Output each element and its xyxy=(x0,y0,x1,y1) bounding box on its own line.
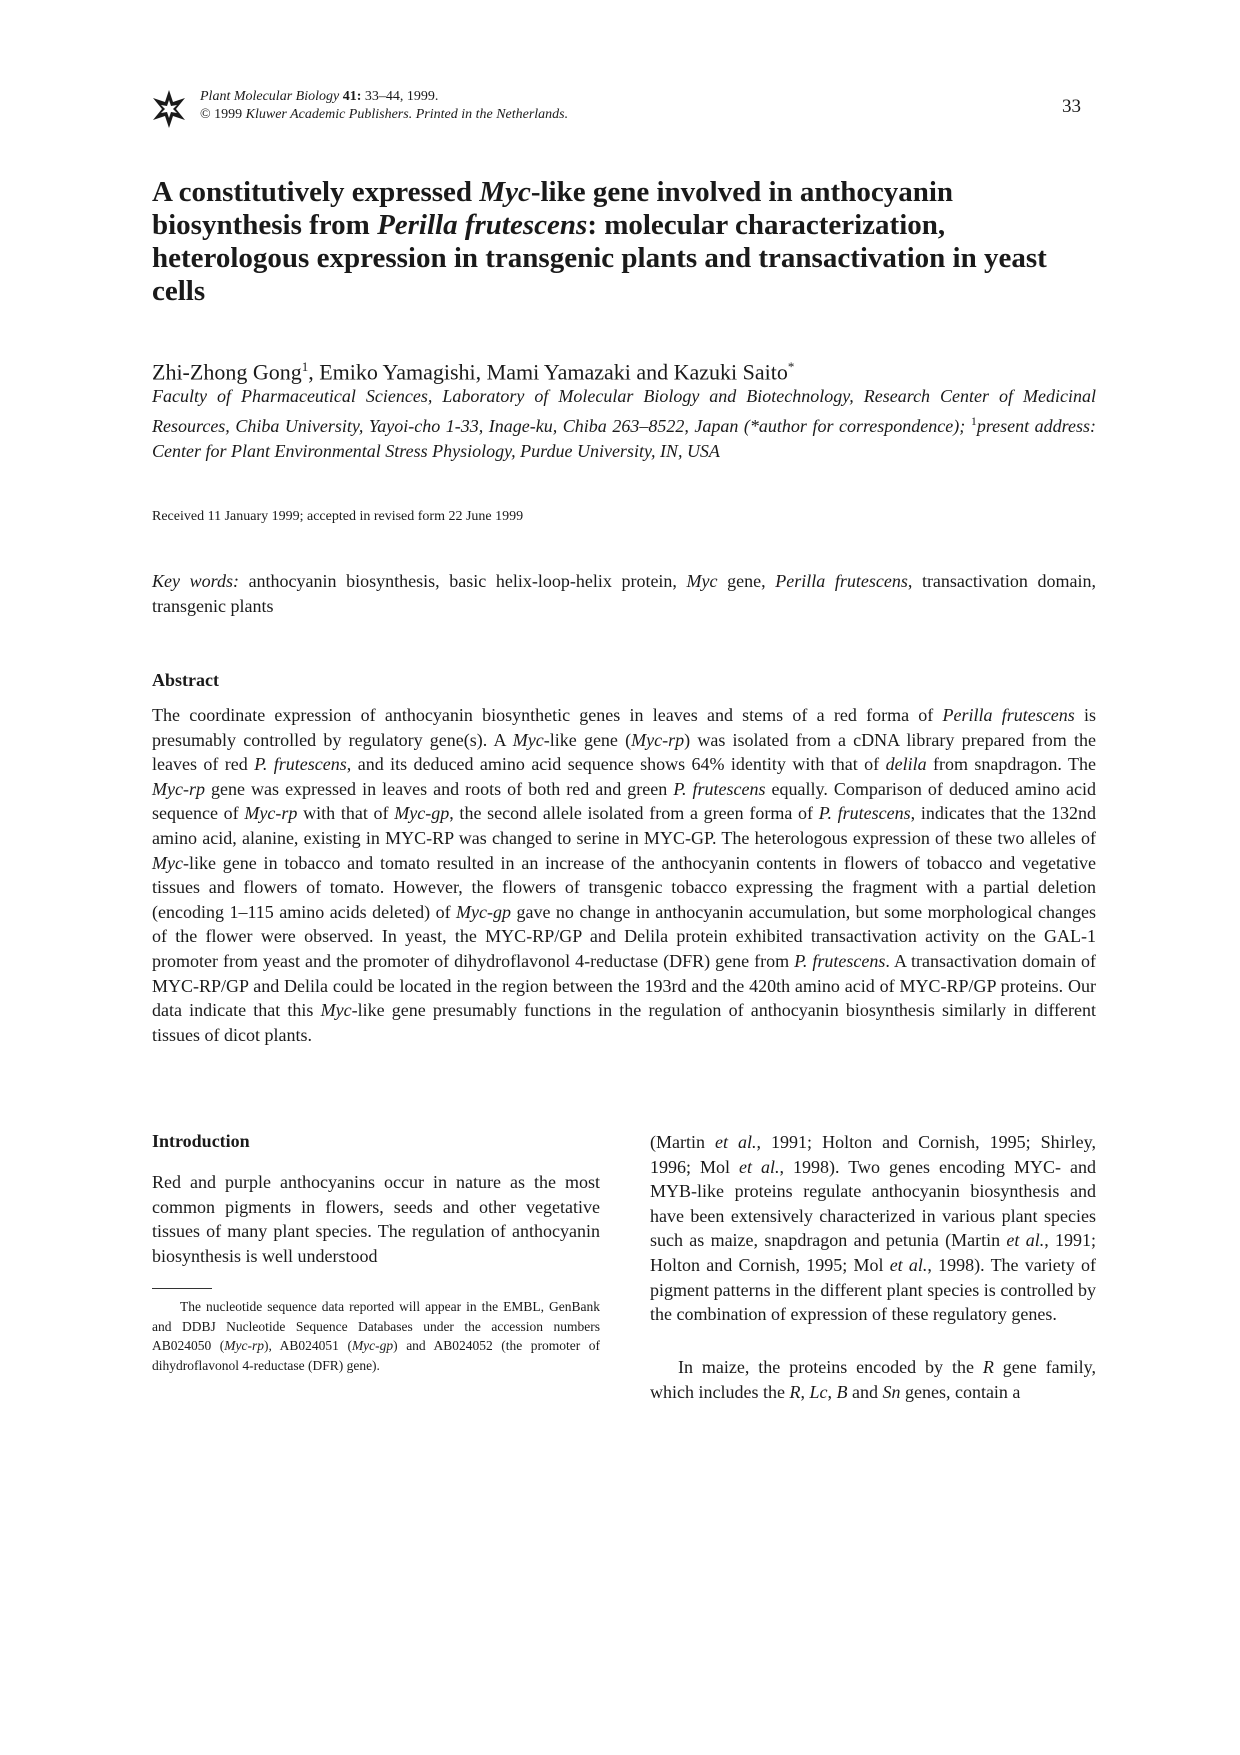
abstract-text: gave no change in anthocyanin accumulation, but some morphological changes of the flower were observed. In yeast, the MYC-RP/GP and Delila protein exhibited transactivation activity on the GAL-1 promoter from yeast and the promoter of dihydroflavonol 4-reductase (DFR) gene from xyxy=(152,901,1096,971)
journal-pages-year: 33–44, 1999. xyxy=(364,89,439,104)
footnote xyxy=(152,1297,600,1375)
abstract-text: The coordinate expression of anthocyanin biosynthetic genes in leaves and stems of a red forma of xyxy=(152,705,943,725)
journal-citation xyxy=(200,88,568,124)
paper-title xyxy=(152,176,1102,308)
abstract-text: . A transactivation domain of MYC-RP/GP and Delila could be located in the region between the 193rd and the 420th amino acid of MYC-RP/GP proteins. Our data indicate that this xyxy=(152,950,1096,1021)
intro-italic: R xyxy=(789,1381,801,1402)
abstract-italic: P. frutescens xyxy=(794,950,886,971)
page-number: 33 xyxy=(1062,96,1081,117)
intro-text: genes, contain a xyxy=(900,1381,1021,1402)
abstract-italic: P. frutescens xyxy=(254,754,347,775)
affiliation xyxy=(152,384,1096,464)
introduction-paragraph: Red and purple anthocyanins occur in nature as the most common pigments in flowers, seeds and other vegetative tissues of many plant species. The regulation of anthocyanin biosynthesis is well understood xyxy=(152,1172,600,1266)
abstract-italic: Myc-gp xyxy=(456,901,512,922)
abstract-italic: Myc xyxy=(320,1000,352,1021)
abstract-text: -like gene ( xyxy=(543,729,632,750)
intro-text: , 1998). The variety of pigment patterns in the different plant species is controlled by the combination of expression of these regulatory genes. xyxy=(650,1254,1096,1325)
abstract-text: with that of xyxy=(297,803,395,824)
abstract-italic: Myc-gp xyxy=(394,803,450,824)
abstract-text: from snapdragon. The xyxy=(926,754,1096,775)
intro-text: , 1991; Holton and Cornish, 1995; Mol xyxy=(650,1230,1096,1275)
keyword-text: gene, xyxy=(717,571,776,591)
intro-italic: et al. xyxy=(1006,1230,1045,1251)
intro-italic: et al. xyxy=(739,1156,780,1177)
title-italic: Perilla frutescens xyxy=(377,209,588,241)
footnote-text: ) and AB024052 (the promoter of dihydroflavonol 4-reductase (DFR) gene). xyxy=(152,1338,601,1373)
affiliation-text: Faculty of Pharmaceutical Sciences, Laboratory of Molecular Biology and Biotechnology, Research Center of Medicinal Resources, Chiba University, Yayoi-cho 1-33, Inage-ku, Chiba 263–8522, Japan (*author for correspondence); xyxy=(152,386,1096,436)
intro-text: , xyxy=(800,1381,810,1402)
intro-italic: R xyxy=(982,1357,994,1377)
publisher-logo-icon xyxy=(152,88,186,130)
abstract-text: , the second allele isolated from a green forma of xyxy=(449,803,819,824)
intro-text: (Martin xyxy=(650,1132,716,1152)
keywords xyxy=(152,569,1096,619)
received-dates: Received 11 January 1999; accepted in revised form 22 June 1999 xyxy=(152,509,524,524)
abstract-italic: Myc-rp xyxy=(244,803,298,824)
abstract-italic: Myc-rp xyxy=(631,729,685,750)
affiliation-mark: 1 xyxy=(970,414,977,428)
authors xyxy=(152,354,794,385)
abstract-text: -like gene in tobacco and tomato resulted in an increase of the anthocyanin contents in flowers of tobacco and vegetative tissues and flowers of tomato. However, the flowers of transgenic tobacco expressing the fragment with a partial deletion (encoding 1–115 amino acids deleted) of xyxy=(152,852,1096,922)
title-italic: Myc xyxy=(479,176,531,208)
abstract-italic: Myc-rp xyxy=(152,778,205,799)
intro-text: , 1998). Two genes encoding MYC- and MYB-like proteins regulate anthocyanin biosynthesis and have been extensively characterized in various plant species such as maize, snapdragon and petunia (Martin xyxy=(650,1156,1096,1251)
title-part: : molecular characterization, heterologous expression in transgenic plants and transactivation in yeast cells xyxy=(152,209,1047,307)
abstract-italic: P. frutescens xyxy=(818,803,911,824)
printed-note: Printed in the Netherlands. xyxy=(415,107,569,122)
introduction-paragraph-maize xyxy=(650,1355,1096,1404)
footnote-italic: Myc-rp xyxy=(224,1338,265,1353)
intro-italic: Sn xyxy=(882,1381,901,1402)
intro-text: gene family, which includes the xyxy=(650,1357,1096,1402)
intro-text: In maize, the proteins encoded by the xyxy=(678,1357,983,1377)
abstract-text: , indicates that the 132nd amino acid, alanine, existing in MYC-RP was changed to serine in MYC-GP. The heterologous expression of these two alleles of xyxy=(152,803,1096,848)
abstract-italic: Perilla frutescens xyxy=(942,705,1075,725)
intro-italic: Lc xyxy=(809,1381,828,1402)
introduction-paragraph-continued xyxy=(650,1130,1096,1327)
copyright-prefix: © 1999 xyxy=(200,107,246,122)
intro-italic: B xyxy=(836,1381,848,1402)
footnote-divider xyxy=(152,1288,212,1289)
abstract-italic: Myc xyxy=(512,729,544,750)
author-names: , Emiko Yamagishi, Mami Yamazaki and Kazuki Saito xyxy=(308,359,788,385)
footnote-italic: Myc-gp xyxy=(351,1338,394,1353)
abstract-body xyxy=(152,703,1096,1047)
journal-name: Plant Molecular Biology xyxy=(200,89,340,104)
footnote-text: The nucleotide sequence data reported will appear in the EMBL, GenBank and DDBJ Nucleotide Sequence Databases under the accession numbers AB024050 ( xyxy=(152,1299,600,1353)
abstract-text: equally. Comparison of deduced amino acid sequence of xyxy=(152,778,1096,824)
correspondence-mark: * xyxy=(787,359,795,374)
abstract-text: gene was expressed in leaves and roots of both red and green xyxy=(204,778,674,799)
keyword-italic: Perilla frutescens xyxy=(775,571,908,591)
title-part: -like gene involved in anthocyanin biosynthesis from xyxy=(152,176,954,241)
intro-text: , 1991; Holton and Cornish, 1995; Shirley, 1996; Mol xyxy=(650,1132,1096,1177)
intro-text: , xyxy=(827,1381,837,1402)
keyword-italic: Myc xyxy=(686,571,718,591)
author-name: Zhi-Zhong Gong xyxy=(152,359,302,385)
abstract-text: is presumably controlled by regulatory gene(s). A xyxy=(152,705,1096,750)
abstract-heading: Abstract xyxy=(152,670,219,690)
intro-italic: et al. xyxy=(889,1254,928,1275)
abstract-italic: Myc xyxy=(152,852,183,873)
journal-volume: 41: xyxy=(342,89,362,104)
publisher: Kluwer Academic Publishers. xyxy=(245,107,413,122)
abstract-italic: delila xyxy=(885,754,927,775)
present-address: present address: Center for Plant Environmental Stress Physiology, Purdue University, IN, USA xyxy=(152,416,1096,461)
abstract-text: , and its deduced amino acid sequence shows 64% identity with that of xyxy=(346,754,886,775)
keyword-text: anthocyanin biosynthesis, basic helix-loop-helix protein, xyxy=(238,571,687,591)
footnote-text: ), AB024051 ( xyxy=(264,1338,352,1353)
abstract-italic: P. frutescens xyxy=(673,778,766,799)
introduction-heading: Introduction xyxy=(152,1131,250,1151)
title-part: A constitutively expressed xyxy=(152,176,480,208)
abstract-text: ) was isolated from a cDNA library prepared from the leaves of red xyxy=(152,729,1096,775)
intro-italic: et al. xyxy=(715,1132,757,1152)
abstract-text: -like gene presumably functions in the regulation of anthocyanin biosynthesis similarly in different tissues of dicot plants. xyxy=(152,1000,1096,1045)
affiliation-mark: 1 xyxy=(301,359,309,374)
keyword-text: , transactivation domain, transgenic plants xyxy=(152,571,1097,616)
intro-text: and xyxy=(847,1381,883,1402)
keywords-label: Key words: xyxy=(152,571,239,591)
